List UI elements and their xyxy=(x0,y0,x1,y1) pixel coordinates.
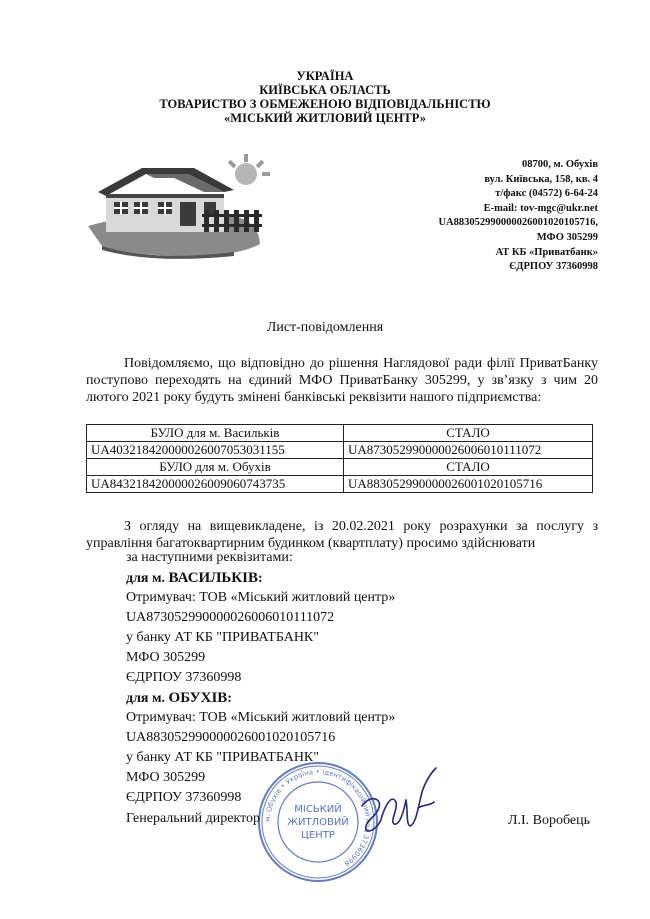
contact-address: 08700, м. Обухів xyxy=(521,159,598,170)
company-type-heading: ТОВАРИСТВО З ОБМЕЖЕНОЮ ВІДПОВІДАЛЬНІСТЮ xyxy=(159,97,491,111)
vasylkiv-colon: : xyxy=(258,571,263,586)
vasylkiv-city: ВАСИЛЬКІВ xyxy=(168,570,259,586)
table-row xyxy=(87,425,593,442)
vasylkiv-mfo: МФО 305299 xyxy=(126,650,206,665)
obukhiv-mfo: МФО 305299 xyxy=(126,770,206,785)
stamp-ring-text: м. Обухів • Україна • ідентифікаційний код 37360998 xyxy=(263,767,373,868)
obukhiv-recipient: Отримувач: ТОВ «Міський житловий центр» xyxy=(126,710,396,725)
obukhiv-prefix: для м. xyxy=(126,691,169,706)
contact-edrpou: ЄДРПОУ 37360998 xyxy=(509,261,598,273)
country-heading: УКРАЇНА xyxy=(296,69,354,83)
obukhiv-heading xyxy=(126,688,232,709)
region-heading: КИЇВСЬКА ОБЛАСТЬ xyxy=(259,83,391,97)
table-row xyxy=(87,459,593,476)
company-name-heading: «МІСЬКИЙ ЖИТЛОВИЙ ЦЕНТР» xyxy=(224,111,426,125)
contact-bank: АТ КБ «Приватбанк» xyxy=(495,246,598,258)
table-cell: БУЛО для м. Васильків xyxy=(87,425,344,442)
vasylkiv-recipient: Отримувач: ТОВ «Міський житловий центр» xyxy=(126,590,396,605)
stamp-center-line1: МІСЬКИЙ xyxy=(294,804,342,815)
vasylkiv-bank: у банку АТ КБ "ПРИВАТБАНК" xyxy=(126,630,319,645)
signatory-position: Генеральний директор xyxy=(126,811,261,826)
vasylkiv-prefix: для м. xyxy=(126,571,169,586)
payment-paragraph: З огляду на вищевикладене, із 20.02.2021 року розрахунки за послугу з управління багатоквартирним будинком (квартплату) просимо здійснювати xyxy=(86,519,598,551)
obukhiv-bank: у банку АТ КБ "ПРИВАТБАНК" xyxy=(126,750,319,765)
obukhiv-colon: : xyxy=(227,691,232,706)
letter-title: Лист-повідомлення xyxy=(266,320,384,335)
contact-street: вул. Київська, 158, кв. 4 xyxy=(484,173,598,185)
payment-paragraph-tail: за наступними реквізитами: xyxy=(126,550,293,565)
intro-paragraph: Повідомляємо, що відповідно до рішення Наглядової ради філії ПриватБанку поступово переходять на єдиний МФО ПриватБанку 305299, у зв’язку з чим 20 лютого 2021 року будуть змінені банківські реквізити нашого підприємства: xyxy=(86,356,598,405)
bank-details-table xyxy=(86,424,593,493)
vasylkiv-heading xyxy=(126,568,263,589)
table-cell: UA843218420000026009060743735 xyxy=(87,476,344,493)
contact-phone: т/факс (04572) 6-64-24 xyxy=(495,188,598,200)
table-row xyxy=(87,442,593,459)
stamp-center-line2: ЖИТЛОВИЙ xyxy=(287,817,349,828)
table-cell: UA883052990000026001020105716 xyxy=(344,476,593,493)
contact-iban: UA883052990000026001020105716, xyxy=(438,217,598,229)
obukhiv-iban: UA883052990000026001020105716 xyxy=(126,730,336,745)
table-cell: UA403218420000026007053031155 xyxy=(87,442,344,459)
vasylkiv-edrpou: ЄДРПОУ 37360998 xyxy=(126,670,242,685)
table-cell: UA873052990000026006010111072 xyxy=(344,442,593,459)
table-cell: БУЛО для м. Обухів xyxy=(87,459,344,476)
stamp-center-line3: ЦЕНТР xyxy=(301,830,335,841)
obukhiv-city: ОБУХІВ xyxy=(168,690,228,706)
table-cell: СТАЛО xyxy=(344,425,593,442)
contact-mfo: МФО 305299 xyxy=(536,232,598,243)
vasylkiv-iban: UA873052990000026006010111072 xyxy=(126,610,335,625)
obukhiv-edrpou: ЄДРПОУ 37360998 xyxy=(126,790,242,805)
director-signature xyxy=(356,764,446,844)
contact-email: E-mail: tov-mgc@ukr.net xyxy=(483,202,598,214)
table-row xyxy=(87,476,593,493)
company-logo xyxy=(84,152,274,264)
signatory-name: Л.І. Воробець xyxy=(508,813,591,828)
table-cell: СТАЛО xyxy=(344,459,593,476)
